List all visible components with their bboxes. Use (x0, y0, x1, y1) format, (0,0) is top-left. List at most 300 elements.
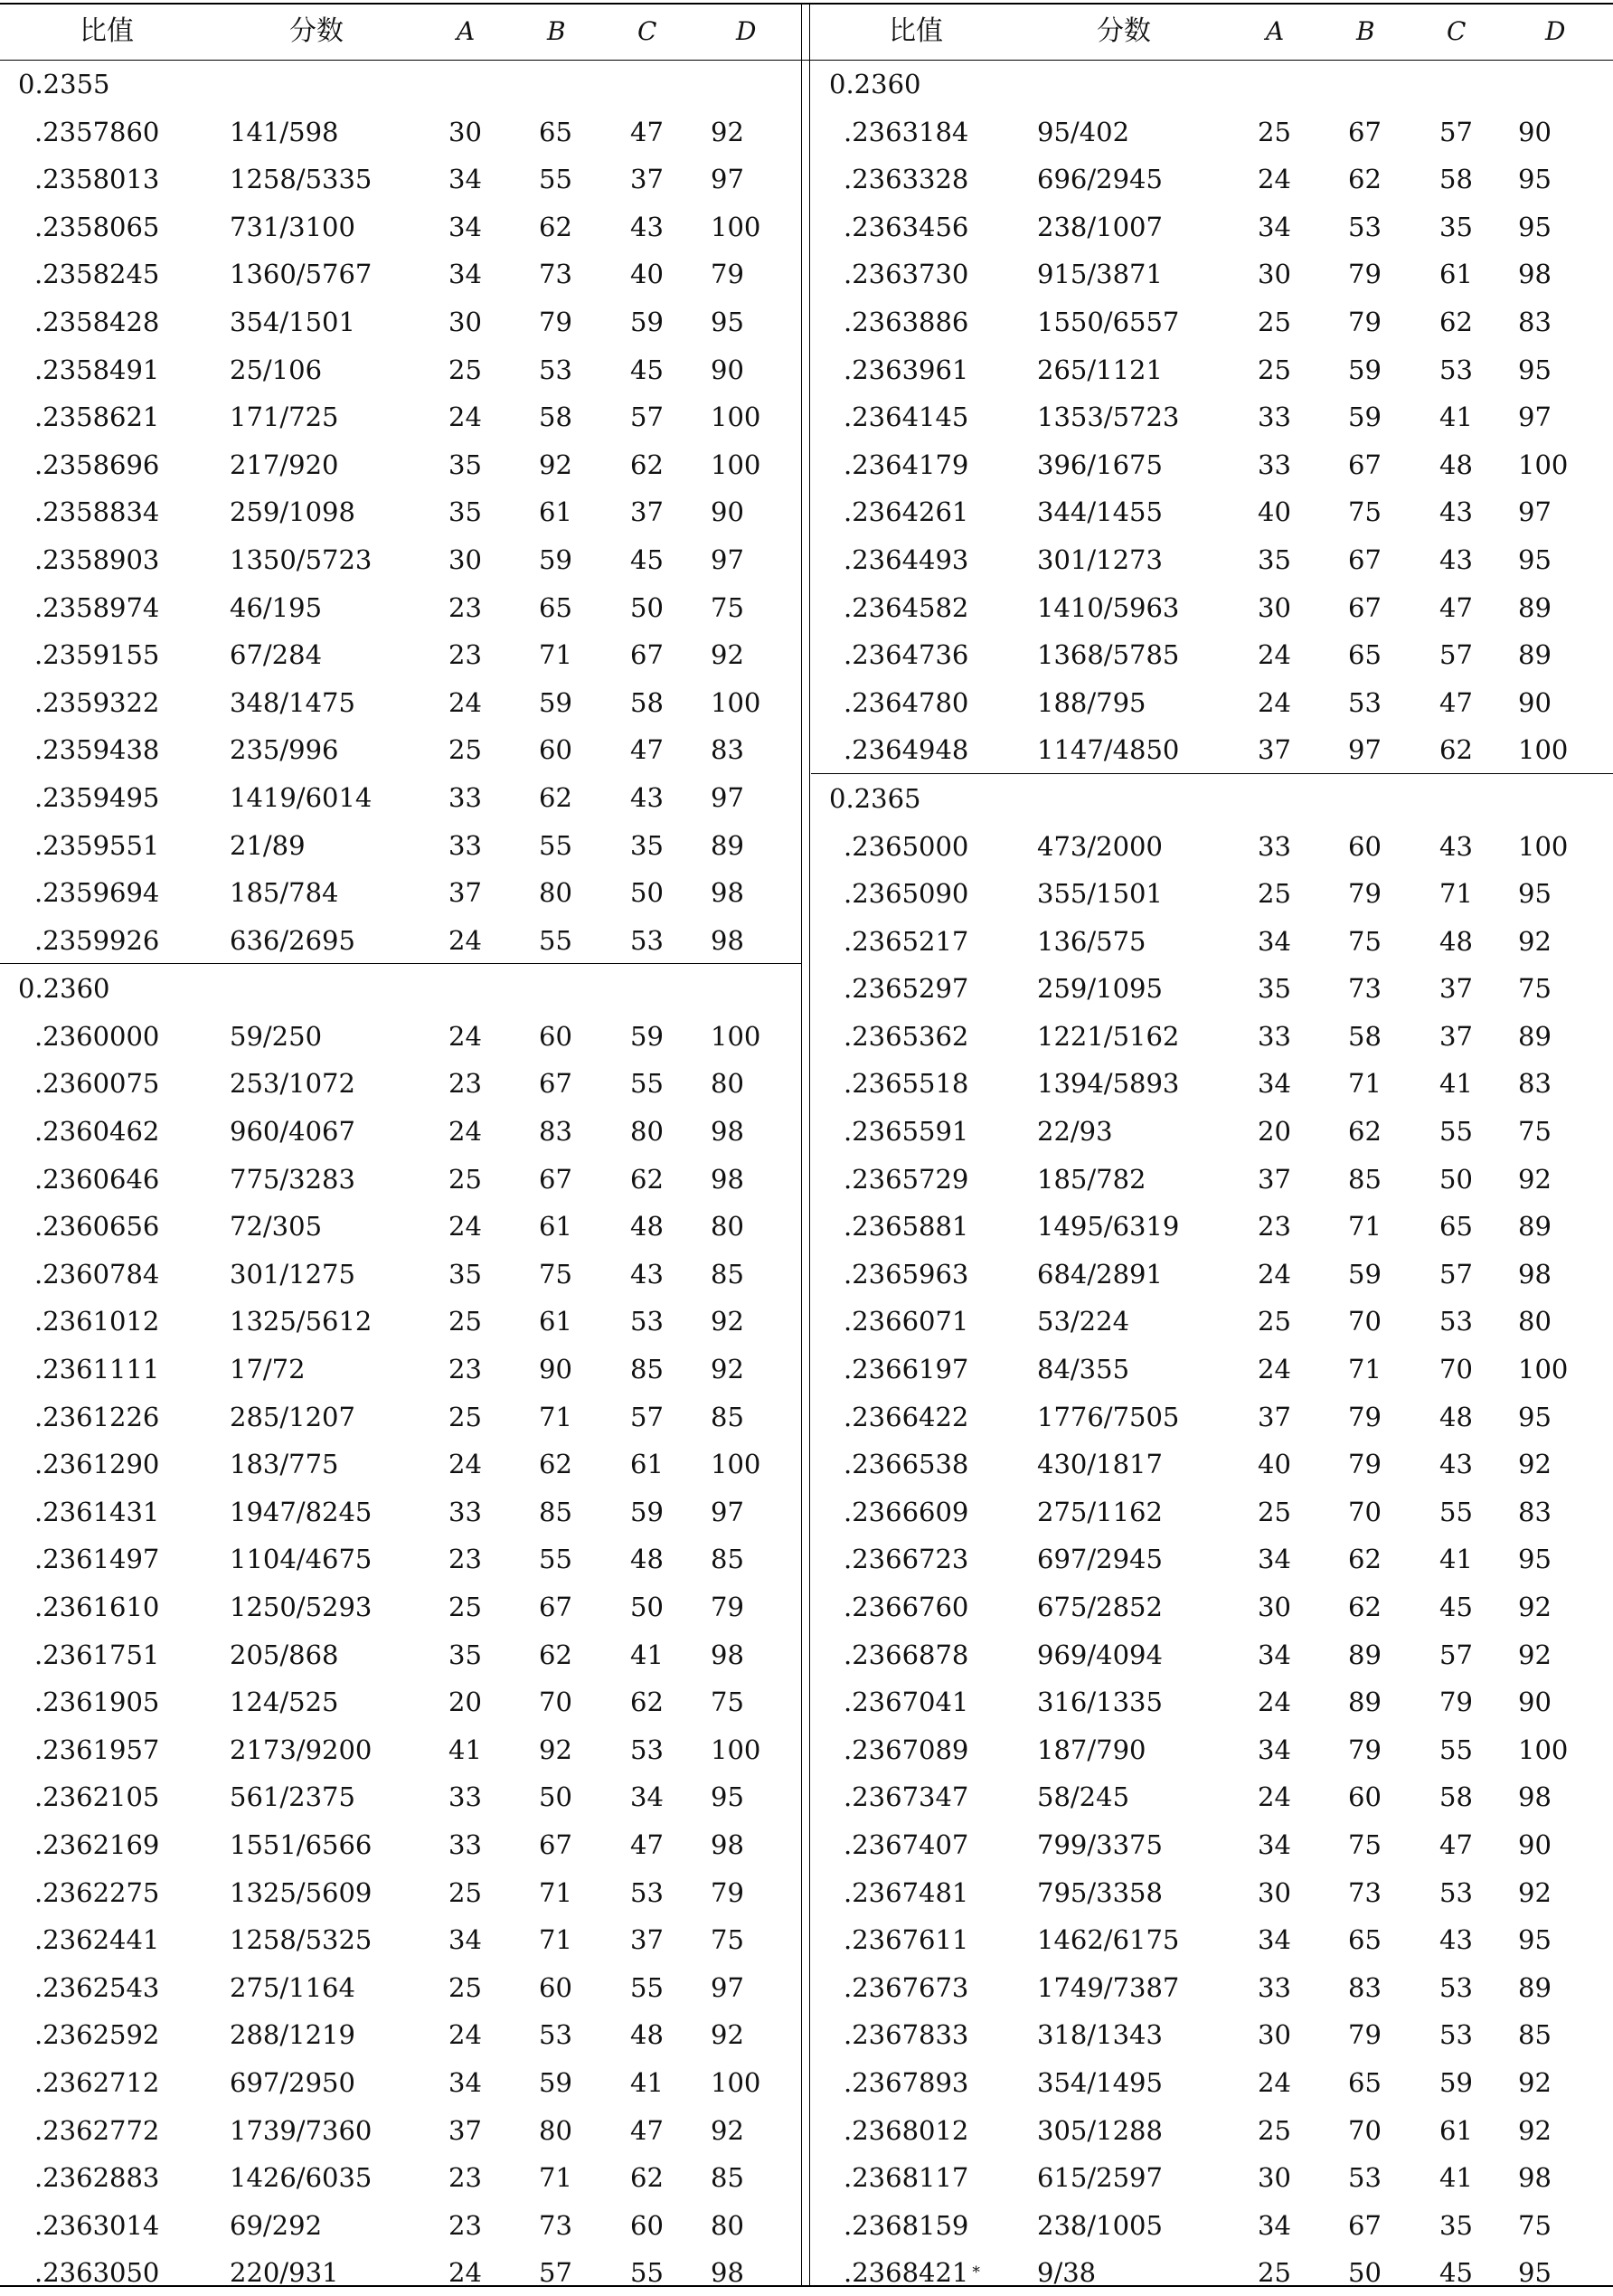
a-cell (448, 591, 482, 623)
d-cell (1518, 1116, 1552, 1148)
ratio-cell-text: .2365963 (844, 1258, 969, 1290)
table-header (811, 3, 1613, 60)
fraction-cell (1037, 1213, 1179, 1240)
c-cell (630, 2066, 664, 2098)
fraction-cell-text: 183/775 (230, 1449, 339, 1480)
c-cell-text: 43 (630, 781, 664, 813)
a-cell (448, 1308, 482, 1335)
fraction-cell-text: 960/4067 (230, 1116, 355, 1148)
ratio-cell-text: .2365217 (844, 925, 969, 957)
fraction-cell (1037, 830, 1163, 862)
fraction-cell-text: 354/1495 (1037, 2066, 1163, 2098)
table-row (0, 1630, 801, 1678)
b-cell (1348, 1068, 1382, 1100)
fraction-cell (230, 1498, 372, 1526)
b-cell (1348, 118, 1382, 146)
a-cell (1258, 1356, 1291, 1383)
b-cell (539, 1545, 572, 1573)
ratio-cell-text: .2363050 (34, 2257, 160, 2289)
table-row (0, 1059, 801, 1107)
fraction-cell (230, 2162, 373, 2194)
ratio-cell (844, 1924, 969, 1956)
b-cell-text: 83 (539, 1116, 572, 1148)
d-cell-text: 90 (1518, 116, 1552, 147)
a-cell-text: 34 (448, 211, 482, 242)
ratio-cell-text: .2357860 (34, 116, 160, 147)
a-cell-text: 37 (1258, 1401, 1291, 1432)
fraction-cell-text: 46/195 (230, 591, 323, 623)
a-cell-text: 40 (1258, 496, 1291, 528)
a-cell (448, 2162, 482, 2194)
c-cell (1439, 1545, 1473, 1573)
c-cell (630, 1593, 664, 1620)
c-cell (1439, 1736, 1473, 1763)
c-cell (1439, 686, 1473, 718)
c-cell (1439, 734, 1473, 766)
b-cell (1348, 1498, 1382, 1526)
b-cell-text: 55 (539, 1544, 572, 1575)
a-cell-text: 23 (448, 2162, 482, 2194)
table-body-left (0, 60, 801, 2296)
a-cell-text: 24 (448, 1116, 482, 1148)
fraction-cell-text: 636/2695 (230, 924, 355, 956)
c-cell (1439, 1498, 1473, 1526)
d-cell-text: 100 (1518, 830, 1569, 862)
ratio-cell (34, 1593, 159, 1620)
d-cell (1518, 402, 1552, 433)
c-cell-text: 47 (1439, 591, 1473, 623)
fraction-cell-text: 58/245 (1037, 1781, 1130, 1813)
fraction-cell (230, 308, 355, 335)
d-cell-text: 92 (711, 1306, 744, 1337)
d-cell-text: 100 (711, 686, 761, 718)
b-cell (539, 1971, 572, 2003)
a-cell-text: 20 (448, 1687, 482, 1718)
header-b: B (1356, 16, 1375, 46)
ratio-cell-text: .2366760 (844, 1592, 969, 1622)
fraction-cell (230, 924, 355, 956)
c-cell (1439, 1163, 1473, 1195)
table-row (811, 1250, 1613, 1298)
d-cell-text: 95 (711, 306, 744, 337)
b-cell (1348, 639, 1382, 671)
b-cell (539, 2114, 572, 2146)
fraction-cell-text: 1221/5162 (1037, 1020, 1180, 1052)
b-cell (1348, 1116, 1382, 1148)
d-cell (711, 356, 744, 383)
a-cell-text: 30 (1258, 259, 1291, 290)
table-row (811, 678, 1613, 726)
ratio-cell (844, 734, 969, 766)
c-cell-text: 35 (1439, 211, 1473, 242)
ratio-cell (844, 2162, 969, 2194)
table-row (811, 298, 1613, 345)
d-cell-text: 100 (1518, 1354, 1569, 1385)
ratio-cell-text: .2358834 (34, 496, 160, 528)
a-cell (1258, 1308, 1291, 1335)
c-cell-text: 45 (1439, 2257, 1473, 2289)
fraction-cell-text: 1749/7387 (1037, 1971, 1180, 2003)
fraction-cell-text: 188/795 (1037, 686, 1146, 718)
b-cell-text: 60 (1348, 830, 1382, 862)
a-cell (448, 1781, 482, 1813)
table-row (811, 2010, 1613, 2058)
fraction-cell-text: 259/1098 (230, 496, 355, 528)
table-row (811, 535, 1613, 583)
d-cell-text: 97 (1518, 496, 1552, 528)
d-cell-text: 92 (711, 2019, 744, 2051)
c-cell-text: 50 (1439, 1163, 1473, 1195)
a-cell-text: 24 (1258, 1781, 1291, 1813)
table-row (0, 1868, 801, 1916)
ratio-cell-text: .2363184 (844, 116, 969, 147)
header-a: A (457, 16, 476, 46)
b-cell-text: 62 (539, 1639, 572, 1670)
table-row (0, 392, 801, 440)
ratio-cell (844, 1498, 968, 1526)
c-cell (630, 2114, 664, 2146)
a-cell (1258, 1498, 1291, 1526)
fraction-cell-text: 185/784 (230, 877, 339, 909)
b-cell-text: 58 (539, 402, 572, 433)
fraction-cell (230, 213, 355, 241)
c-cell-text: 57 (1439, 116, 1473, 147)
c-cell-text: 80 (630, 1116, 664, 1148)
c-cell (630, 1020, 664, 1052)
fraction-cell (230, 591, 323, 623)
c-cell-text: 62 (630, 1687, 664, 1718)
b-cell-text: 62 (1348, 1544, 1382, 1575)
b-cell (1348, 2066, 1382, 2098)
fraction-cell (1037, 1020, 1180, 1052)
b-cell (1348, 1876, 1382, 1908)
fraction-cell-text: 1325/5609 (230, 1876, 373, 1908)
c-cell (630, 829, 664, 861)
b-cell-text: 67 (539, 1828, 572, 1860)
table-row (0, 345, 801, 393)
b-cell-text: 71 (1348, 1211, 1382, 1242)
fraction-cell (1037, 2209, 1163, 2241)
a-cell-text: 41 (448, 1734, 482, 1765)
fraction-cell (230, 1641, 338, 1668)
ratio-cell (844, 639, 969, 671)
fraction-cell-text: 1947/8245 (230, 1496, 373, 1527)
c-cell (630, 781, 664, 813)
b-cell-text: 55 (539, 924, 572, 956)
b-cell (539, 829, 572, 861)
a-cell-text: 24 (448, 1020, 482, 1052)
a-cell (448, 2209, 482, 2241)
table-row (0, 1250, 801, 1298)
d-cell (1518, 2066, 1552, 2098)
fraction-cell (1037, 1450, 1163, 1478)
d-cell-text: 89 (711, 829, 744, 861)
c-cell-text: 53 (630, 924, 664, 956)
c-cell-text: 40 (630, 259, 664, 290)
table-row (811, 1535, 1613, 1583)
c-cell-text: 48 (630, 2019, 664, 2051)
ratio-cell-text: .2360646 (34, 1163, 160, 1195)
a-cell-text: 34 (1258, 2209, 1291, 2241)
d-cell (1518, 2257, 1552, 2289)
ratio-cell-text: .2361290 (34, 1449, 160, 1480)
ratio-cell-text: .2362543 (34, 1971, 160, 2003)
d-cell-text: 75 (711, 1924, 744, 1956)
c-cell-text: 61 (630, 1449, 664, 1480)
b-cell-text: 75 (539, 1258, 572, 1290)
footnote-star: * (972, 2263, 980, 2282)
b-cell-text: 71 (1348, 1068, 1382, 1100)
ratio-cell-text: .2359438 (34, 734, 160, 766)
d-cell (711, 1687, 744, 1718)
d-cell-text: 97 (711, 1496, 744, 1527)
a-cell-text: 35 (448, 1258, 482, 1290)
d-cell (711, 1781, 744, 1813)
ratio-cell-text: .2362441 (34, 1924, 160, 1956)
b-cell-text: 59 (1348, 354, 1382, 385)
d-cell (1518, 1498, 1552, 1526)
c-cell-text: 57 (630, 1401, 664, 1432)
ratio-cell (34, 1020, 160, 1052)
table-row (811, 1772, 1613, 1820)
a-cell-text: 34 (1258, 925, 1291, 957)
fraction-cell (1037, 308, 1179, 335)
table-row (0, 1107, 801, 1155)
d-cell (1518, 213, 1552, 241)
a-cell-text: 24 (1258, 686, 1291, 718)
b-cell (1348, 1781, 1382, 1813)
d-cell-text: 90 (711, 496, 744, 528)
a-cell (448, 1356, 482, 1383)
ratio-cell (844, 1163, 969, 1195)
a-cell (448, 924, 482, 956)
c-cell-text: 55 (1439, 1734, 1473, 1765)
d-cell-text: 80 (1518, 1306, 1552, 1337)
table-row (0, 1915, 801, 1963)
ratio-cell (34, 1971, 160, 2003)
ratio-cell (844, 451, 968, 478)
a-cell-text: 24 (1258, 639, 1291, 671)
fraction-cell-text: 205/868 (230, 1639, 339, 1670)
fraction-cell-text: 275/1164 (230, 1971, 355, 2003)
d-cell (1518, 1213, 1552, 1240)
a-cell-text: 33 (1258, 830, 1291, 862)
c-cell-text: 41 (1439, 2162, 1473, 2194)
b-cell-text: 79 (539, 306, 572, 337)
fraction-cell-text: 969/4094 (1037, 1639, 1163, 1670)
a-cell (1258, 1450, 1291, 1478)
a-cell-text: 24 (448, 2019, 482, 2051)
d-cell-text: 98 (711, 877, 744, 909)
fraction-cell-text: 2173/9200 (230, 1734, 373, 1765)
d-cell-text: 83 (1518, 1496, 1552, 1527)
b-cell-text: 70 (1348, 1496, 1382, 1527)
fraction-cell (230, 1403, 355, 1431)
fraction-cell-text: 615/2597 (1037, 2162, 1163, 2194)
c-cell-text: 53 (1439, 1971, 1473, 2003)
b-cell (1348, 686, 1382, 718)
group-header-row (0, 60, 801, 108)
d-cell (1518, 1593, 1552, 1620)
d-cell (711, 2162, 744, 2194)
c-cell (1439, 925, 1473, 957)
a-cell (1258, 1781, 1291, 1813)
d-cell (711, 496, 744, 528)
d-cell-text: 97 (711, 781, 744, 813)
d-cell (711, 1213, 744, 1240)
c-cell-text: 57 (1439, 1258, 1473, 1290)
ratio-cell-text: .2367347 (844, 1781, 969, 1813)
c-cell-text: 43 (1439, 543, 1473, 575)
b-cell-text: 70 (1348, 2114, 1382, 2146)
fraction-cell-text: 348/1475 (230, 686, 355, 718)
d-cell (1518, 451, 1568, 478)
b-cell (1348, 496, 1382, 528)
a-cell (1258, 118, 1291, 146)
fraction-cell (1037, 1876, 1163, 1908)
b-cell-text: 67 (1348, 2209, 1382, 2241)
b-cell (1348, 1450, 1382, 1478)
fraction-cell-text: 1550/6557 (1037, 306, 1180, 337)
c-cell-text: 53 (630, 1876, 664, 1908)
ratio-cell (844, 1736, 968, 1763)
c-cell-text: 41 (1439, 1544, 1473, 1575)
d-cell (711, 1736, 760, 1763)
c-cell-text: 70 (1439, 1354, 1473, 1385)
ratio-cell-text: .2363730 (844, 259, 969, 290)
c-cell (630, 1308, 664, 1335)
d-cell-text: 92 (1518, 1163, 1552, 1195)
a-cell (448, 496, 482, 528)
b-cell (1348, 1356, 1382, 1383)
table-row (811, 1012, 1613, 1060)
ratio-cell (844, 2066, 969, 2098)
d-cell-text: 97 (711, 543, 744, 575)
group-label: 0.2355 (18, 69, 110, 99)
a-cell-text: 23 (448, 2209, 482, 2241)
fraction-cell (230, 543, 373, 575)
table-row (0, 1488, 801, 1535)
d-cell (1518, 2209, 1552, 2241)
c-cell (630, 2162, 664, 2194)
c-cell (630, 2257, 664, 2289)
b-cell (1348, 591, 1382, 623)
b-cell (539, 591, 572, 623)
ratio-cell-text: .2359495 (34, 781, 160, 813)
c-cell-text: 45 (1439, 1592, 1473, 1622)
a-cell (448, 829, 482, 861)
d-cell-text: 90 (1518, 1687, 1552, 1718)
header-c: C (637, 16, 657, 46)
d-cell (1518, 165, 1552, 193)
a-cell-text: 35 (448, 496, 482, 528)
c-cell (630, 1213, 664, 1240)
header-fraction: 分数 (1097, 15, 1151, 47)
b-cell-text: 50 (1348, 2257, 1382, 2289)
d-cell (711, 165, 744, 193)
table-row (0, 678, 801, 726)
ratio-cell-text: .2365591 (844, 1116, 969, 1148)
b-cell-text: 79 (1348, 2019, 1382, 2051)
fraction-cell (230, 2209, 323, 2241)
d-cell (1518, 830, 1569, 862)
a-cell (1258, 2209, 1291, 2241)
ratio-cell (34, 829, 160, 861)
table-row (0, 2058, 801, 2106)
b-cell-text: 80 (539, 2114, 572, 2146)
a-cell-text: 25 (448, 1971, 482, 2003)
a-cell (448, 260, 482, 288)
c-cell (630, 2209, 664, 2241)
a-cell (448, 356, 482, 383)
fraction-cell (230, 639, 323, 671)
a-cell-text: 25 (1258, 1306, 1291, 1337)
b-cell (539, 213, 572, 241)
fraction-cell (230, 1545, 372, 1573)
a-cell-text: 33 (448, 829, 482, 861)
c-cell (630, 451, 664, 478)
fraction-cell-text: 67/284 (230, 639, 323, 671)
a-cell-text: 34 (1258, 1544, 1291, 1575)
c-cell-text: 53 (1439, 1306, 1473, 1337)
c-cell (1439, 878, 1473, 910)
d-cell (711, 2114, 744, 2146)
fraction-cell-text: 238/1007 (1037, 211, 1163, 242)
ratio-cell (844, 1641, 968, 1668)
ratio-cell (844, 1971, 969, 2003)
ratio-cell-text: .2365000 (844, 830, 969, 862)
b-cell-text: 65 (539, 591, 572, 623)
b-cell-text: 79 (1348, 1401, 1382, 1432)
a-cell (448, 1020, 482, 1052)
ratio-cell (34, 1781, 160, 1813)
a-cell (1258, 356, 1291, 383)
column-divider-left (801, 3, 802, 2285)
ratio-cell (34, 451, 159, 478)
fraction-cell (1037, 2162, 1163, 2194)
fraction-cell (1037, 1258, 1163, 1290)
c-cell (630, 2019, 664, 2051)
c-cell-text: 45 (630, 543, 664, 575)
b-cell-text: 79 (1348, 306, 1382, 337)
ratio-cell (34, 1213, 159, 1240)
fraction-cell-text: 25/106 (230, 354, 323, 385)
d-cell (1518, 1687, 1552, 1718)
fraction-cell (230, 260, 372, 288)
d-cell-text: 100 (1518, 449, 1569, 480)
fraction-cell (1037, 1545, 1163, 1573)
fraction-cell-text: 396/1675 (1037, 449, 1163, 480)
d-cell (711, 2257, 744, 2289)
ratio-cell (34, 1450, 159, 1478)
fraction-cell-text: 21/89 (230, 829, 306, 861)
d-cell-text: 98 (711, 1163, 744, 1195)
table-row (0, 203, 801, 250)
fraction-cell-text: 259/1095 (1037, 973, 1163, 1005)
table-body-right (811, 60, 1613, 2296)
c-cell-text: 48 (1439, 1401, 1473, 1432)
a-cell-text: 34 (1258, 1734, 1291, 1765)
group-label: 0.2360 (18, 973, 110, 1005)
d-cell (711, 1498, 744, 1526)
b-cell-text: 75 (1348, 925, 1382, 957)
d-cell (1518, 260, 1552, 288)
d-cell-text: 85 (711, 1401, 744, 1432)
d-cell-text: 100 (1518, 734, 1569, 766)
ratio-cell (844, 1828, 969, 1860)
c-cell (1439, 118, 1473, 146)
fraction-cell (1037, 1593, 1163, 1620)
